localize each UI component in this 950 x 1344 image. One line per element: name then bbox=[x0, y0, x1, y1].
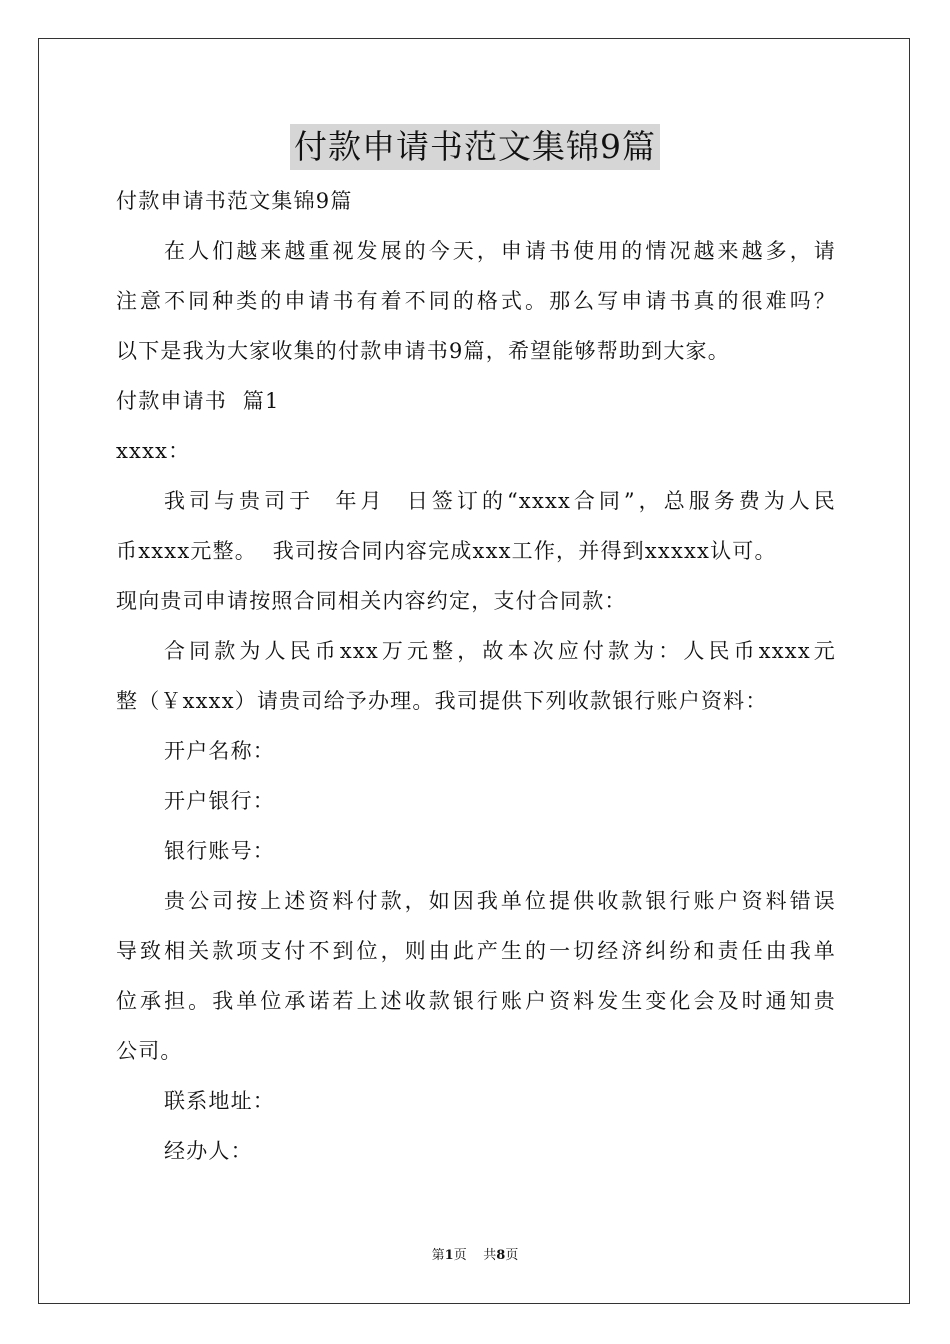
paragraph-line: 位承担。我单位承诺若上述收款银行账户资料发生变化会及时通知贵 bbox=[116, 989, 836, 1013]
document-body bbox=[116, 176, 836, 1176]
intro-line: 注意不同种类的申请书有着不同的格式。那么写申请书真的很难吗？ bbox=[116, 289, 836, 313]
paragraph-line: 整（￥xxxx）请贵司给予办理。我司提供下列收款银行账户资料： bbox=[116, 689, 768, 713]
account-number-label: 银行账号： bbox=[164, 839, 275, 863]
subtitle: 付款申请书范文集锦9篇 bbox=[116, 189, 353, 213]
title-area bbox=[0, 124, 950, 170]
paragraph-line: 合同款为人民币xxx万元整，故本次应付款为：人民币xxxx元 bbox=[164, 639, 836, 663]
handler-label: 经办人： bbox=[164, 1139, 253, 1163]
paragraph-line: 币xxxx元整。 我司按合同内容完成xxx工作，并得到xxxxx认可。 bbox=[116, 539, 777, 563]
salutation: xxxx： bbox=[116, 439, 191, 463]
paragraph-line: 导致相关款项支付不到位，则由此产生的一切经济纠纷和责任由我单 bbox=[116, 939, 836, 963]
intro-line: 以下是我为大家收集的付款申请书9篇，希望能够帮助到大家。 bbox=[116, 339, 730, 363]
intro-line: 在人们越来越重视发展的今天，申请书使用的情况越来越多，请 bbox=[164, 239, 836, 263]
total-pages: 8 bbox=[496, 1248, 506, 1263]
account-name-label: 开户名称： bbox=[164, 739, 275, 763]
page-number: 1 bbox=[444, 1248, 454, 1263]
paragraph-line: 公司。 bbox=[116, 1039, 183, 1063]
paragraph-line: 贵公司按上述资料付款，如因我单位提供收款银行账户资料错误 bbox=[164, 889, 836, 913]
paragraph-line: 我司与贵司于 年月 日签订的“xxxx合同”，总服务费为人民 bbox=[164, 489, 836, 513]
page-footer bbox=[0, 1244, 950, 1263]
bank-name-label: 开户银行： bbox=[164, 789, 275, 813]
total-prefix: 共 bbox=[483, 1248, 497, 1263]
total-suffix: 页 bbox=[505, 1248, 519, 1263]
paragraph-line: 现向贵司申请按照合同相关内容约定，支付合同款： bbox=[116, 589, 627, 613]
section-heading: 付款申请书 篇1 bbox=[116, 389, 280, 413]
page-prefix: 第 bbox=[431, 1248, 445, 1263]
page-suffix: 页 bbox=[453, 1248, 467, 1263]
contact-address-label: 联系地址： bbox=[164, 1089, 275, 1113]
document-title: 付款申请书范文集锦9篇 bbox=[290, 124, 660, 170]
